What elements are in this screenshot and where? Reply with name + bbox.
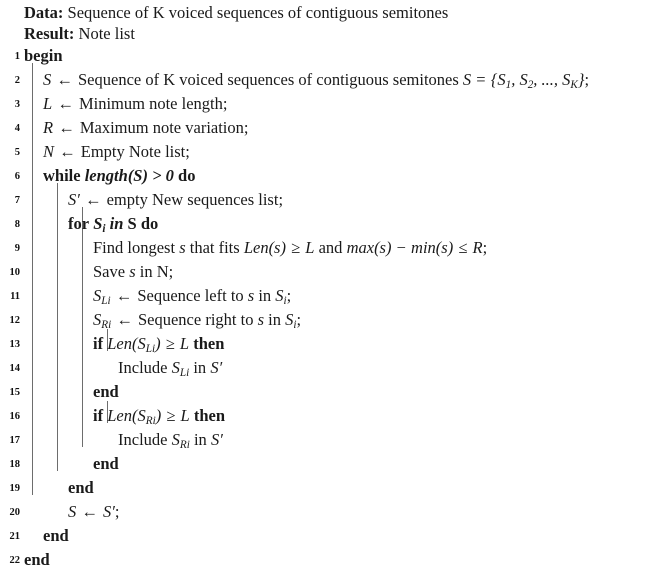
line-content: L ← Minimum note length;	[43, 94, 228, 113]
code-line	[0, 92, 651, 116]
code-line	[0, 404, 651, 428]
line-content: $S_{Li}$ ← Sequence left to s in $S_i$;	[93, 286, 292, 308]
line-content: for $S_i$ in S do	[68, 214, 159, 236]
line-content: Find longest s that fits Len(s) ≥ L and max(s) − min(s) ≤ R;	[93, 238, 488, 257]
data-line	[24, 2, 651, 23]
code-line	[0, 428, 651, 452]
code-line	[0, 452, 651, 476]
result-line	[24, 23, 651, 44]
line-number: 16	[9, 411, 20, 422]
line-content: Include $S_{Li}$ in S′	[118, 358, 223, 380]
line-content: R ← Maximum note variation;	[43, 118, 249, 137]
data-value: Sequence of K voiced sequences of contiguous semitones	[67, 3, 449, 22]
line-number: 1	[14, 51, 20, 62]
line-content: S ← Sequence of K voiced sequences of contiguous semitones $S = \{S_1$, $S_2$, ..., $S_K$};	[43, 70, 590, 92]
code-line	[0, 284, 651, 308]
algorithm-header	[0, 2, 651, 44]
code-line	[0, 140, 651, 164]
line-number: 4	[14, 123, 20, 134]
code-line	[0, 380, 651, 404]
code-line	[0, 356, 651, 380]
code-line	[0, 308, 651, 332]
line-number: 11	[10, 291, 20, 302]
line-number: 21	[9, 531, 20, 542]
line-number: 19	[9, 483, 20, 494]
result-label: Result:	[24, 24, 75, 43]
code-line	[0, 188, 651, 212]
line-content: if $Len(S_{Li}) \ge L$ then	[93, 334, 225, 356]
line-number: 18	[9, 459, 20, 470]
code-line	[0, 164, 651, 188]
line-number: 13	[9, 339, 20, 350]
line-number: 14	[9, 363, 20, 374]
data-label: Data:	[24, 3, 64, 22]
line-content: S′ ← empty New sequences list;	[68, 190, 284, 209]
line-content: end	[93, 454, 119, 473]
line-content: end	[93, 382, 119, 401]
line-number: 15	[9, 387, 20, 398]
code-line	[0, 116, 651, 140]
code-line	[0, 500, 651, 524]
line-content: $S_{Ri}$ ← Sequence right to s in $S_i$;	[93, 310, 302, 332]
line-content: begin	[24, 46, 63, 65]
line-number: 5	[14, 147, 20, 158]
result-value: Note list	[78, 24, 135, 43]
code-line	[0, 212, 651, 236]
line-number: 8	[14, 219, 20, 230]
line-number: 22	[9, 555, 20, 566]
code-line	[0, 476, 651, 500]
code-line	[0, 332, 651, 356]
line-content: end	[24, 550, 50, 569]
algorithm-lines	[0, 44, 651, 572]
line-number: 7	[14, 195, 20, 206]
code-line	[0, 68, 651, 92]
line-number: 12	[9, 315, 20, 326]
line-content: N ← Empty Note list;	[43, 142, 190, 161]
line-number: 20	[9, 507, 20, 518]
line-content: end	[68, 478, 94, 497]
line-number: 17	[9, 435, 20, 446]
code-line	[0, 236, 651, 260]
line-number: 10	[9, 267, 20, 278]
line-content: Save s in N;	[93, 262, 174, 281]
line-number: 2	[14, 75, 20, 86]
code-line	[0, 44, 651, 68]
line-content: S ← S′;	[68, 502, 120, 521]
code-line	[0, 548, 651, 572]
line-content: Include $S_{Ri}$ in S′	[118, 430, 223, 452]
line-content: if $Len(S_{Ri}) \ge L$ then	[93, 406, 225, 428]
line-content: while length(S) > 0 do	[43, 166, 196, 185]
line-content: end	[43, 526, 69, 545]
code-line	[0, 260, 651, 284]
line-number: 6	[14, 171, 20, 182]
line-number: 3	[14, 99, 20, 110]
line-number: 9	[14, 243, 20, 254]
code-line	[0, 524, 651, 548]
